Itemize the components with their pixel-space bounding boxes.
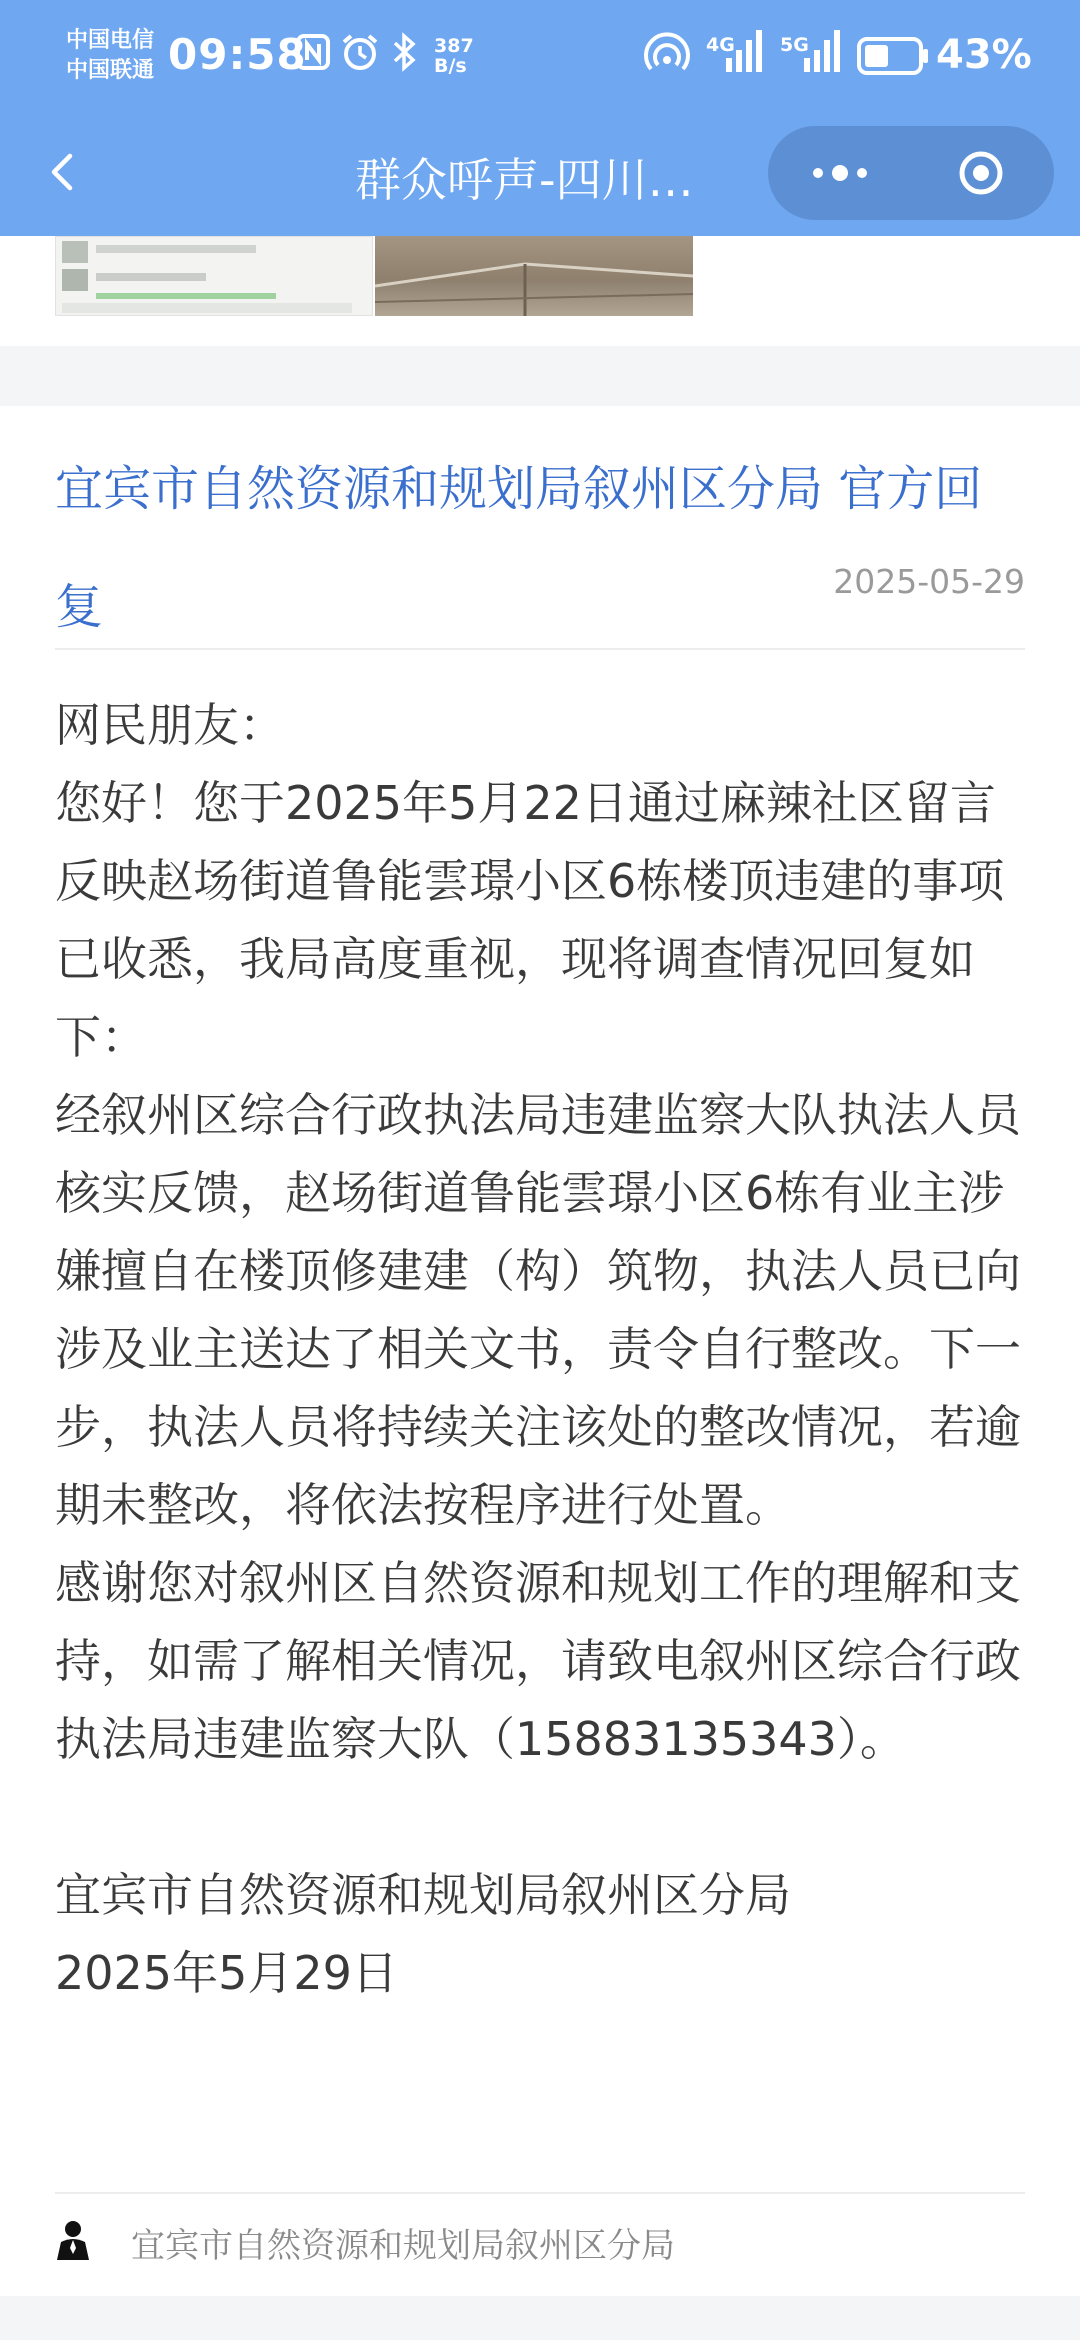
reply-title: 宜宾市自然资源和规划局叙州区分局 官方回复 xyxy=(55,461,983,635)
hotspot-icon xyxy=(644,32,690,72)
status-bar xyxy=(0,0,1080,120)
page-title: 群众呼声-四川… xyxy=(355,153,694,207)
carrier-labels xyxy=(66,26,176,86)
attachment-image-rooftop-photo[interactable] xyxy=(375,236,693,316)
status-time: 09:58 xyxy=(168,30,307,79)
signal-icon xyxy=(722,28,766,74)
target-close-icon xyxy=(956,148,1006,198)
rooftop-photo-preview xyxy=(375,236,693,316)
reply-paragraph: 经叙州区综合行政执法局违建监察大队执法人员核实反馈，赵场街道鲁能雲璟小区6栋有业主涉嫌擅自在楼顶修建建（构）筑物，执法人员已向涉及业主送达了相关文书，责令自行整改。下一步，执法人员将持续关注该处的整改情况，若逾期未整改，将依法按程序进行处置。 xyxy=(55,1088,1021,1532)
reply-header xyxy=(55,430,1025,666)
chat-screenshot-preview xyxy=(56,237,374,317)
reply-paragraph: 感谢您对叙州区自然资源和规划工作的理解和支持，如需了解相关情况，请致电叙州区综合行政执法局违建监察大队（15883135343）。 xyxy=(55,1556,1021,1766)
net-speed-unit: B/s xyxy=(434,55,467,77)
section-divider xyxy=(0,346,1080,406)
more-dots-icon xyxy=(808,159,872,187)
more-button[interactable] xyxy=(768,126,911,220)
reply-paragraph: 您好！您于2025年5月22日通过麻辣社区留言反映赵场街道鲁能雲璟小区6栋楼顶违建的事项已收悉，我局高度重视，现将调查情况回复如下： xyxy=(55,776,1005,1064)
divider xyxy=(55,648,1025,650)
official-person-icon xyxy=(55,2218,91,2262)
reply-greeting: 网民朋友： xyxy=(55,698,285,752)
net-speed-value: 387 xyxy=(434,35,474,57)
attachment-image-chat-screenshot[interactable] xyxy=(55,236,373,316)
reply-body xyxy=(55,686,1035,2012)
battery-icon xyxy=(856,36,930,76)
reply-date: 2025-05-29 xyxy=(833,562,1025,601)
mini-program-capsule xyxy=(768,126,1054,220)
battery-percent: 43% xyxy=(936,32,1032,78)
spacer xyxy=(55,1778,1035,1856)
carrier-1: 中国电信 xyxy=(66,28,155,53)
carrier-2: 中国联通 xyxy=(66,58,155,83)
bottom-spacer xyxy=(0,2296,1080,2340)
divider xyxy=(55,2192,1025,2194)
reply-signature-date: 2025年5月29日 xyxy=(55,1946,398,2000)
signal-1 xyxy=(700,26,770,76)
chevron-left-icon xyxy=(36,142,96,202)
reply-signature: 宜宾市自然资源和规划局叙州区分局 xyxy=(55,1868,791,1922)
attachment-images xyxy=(55,236,695,316)
bluetooth-icon xyxy=(392,32,418,72)
signal-2 xyxy=(778,26,848,76)
back-button[interactable] xyxy=(36,142,96,202)
top-bar xyxy=(0,0,1080,236)
net-speed xyxy=(434,36,484,76)
signal-1-label: 4G xyxy=(706,34,735,56)
signal-icon xyxy=(800,28,844,74)
nfc-icon xyxy=(296,32,330,72)
official-account-name: 宜宾市自然资源和规划局叙州区分局 xyxy=(131,2226,675,2266)
official-account-row[interactable] xyxy=(55,2210,1025,2270)
signal-2-label: 5G xyxy=(780,34,809,56)
close-button[interactable] xyxy=(911,126,1054,220)
alarm-icon xyxy=(340,32,380,72)
nav-bar xyxy=(0,120,1080,236)
